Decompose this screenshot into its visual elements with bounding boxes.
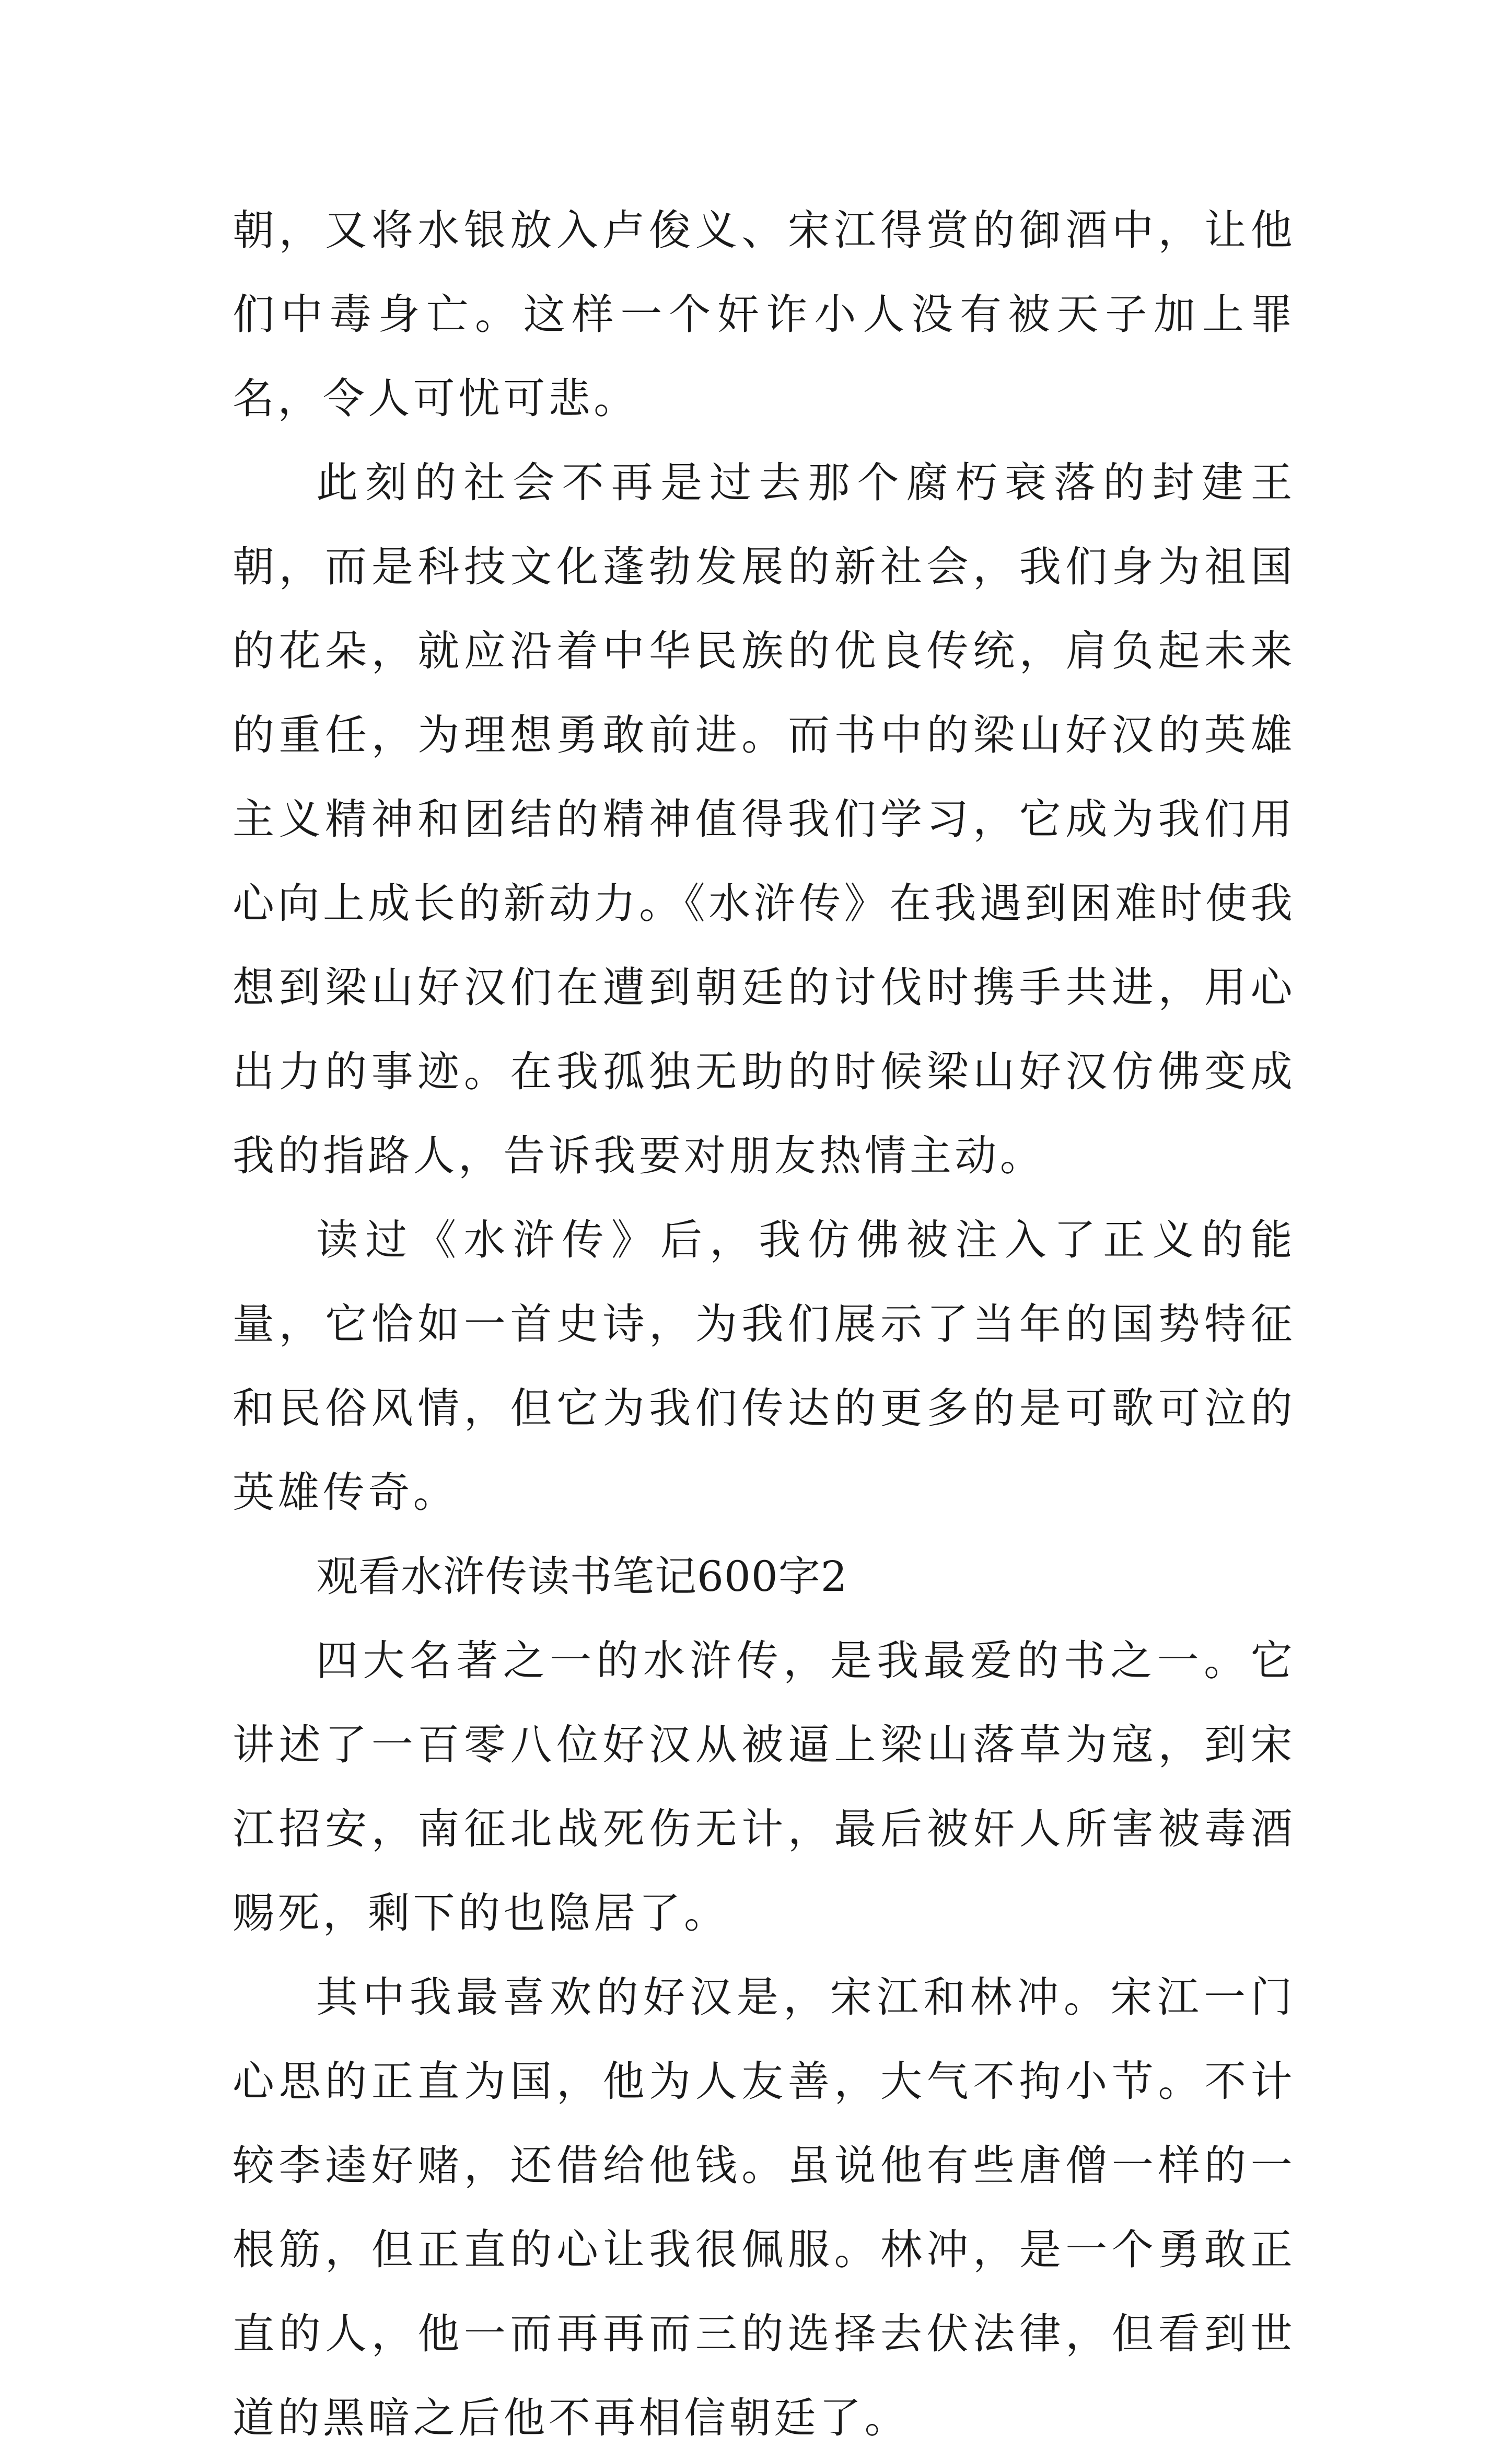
paragraph-after-reading: 读过《水浒传》后，我仿佛被注入了正义的能量，它恰如一首史诗，为我们展示了当年的国势特征和民俗风情，但它为我们传达的更多的是可歌可泣的英雄传奇。 [232, 1216, 1296, 1517]
paragraph-favorite-heroes: 其中我最喜欢的好汉是，宋江和林冲。宋江一门心思的正直为国，他为人友善，大气不拘小节。不计较李逵好赌，还借给他钱。虽说他有些唐僧一样的一根筋，但正直的心让我很佩服。林冲，是一个勇敢正直的人，他一而再再而三的选择去伏法律，但看到世道的黑暗之后他不再相信朝廷了。 [232, 1973, 1296, 2442]
section-heading: 观看水浒传读书笔记600字2 [316, 1552, 848, 1601]
paragraph-intro: 四大名著之一的水浒传，是我最爱的书之一。它讲述了一百零八位好汉从被逼上梁山落草为寇，到宋江招安，南征北战死伤无计，最后被奸人所害被毒酒赐死，剩下的也隐居了。 [232, 1636, 1296, 1937]
document-body [232, 188, 1296, 2460]
paragraph-society: 此刻的社会不再是过去那个腐朽衰落的封建王朝，而是科技文化蓬勃发展的新社会，我们身为祖国的花朵，就应沿着中华民族的优良传统，肩负起未来的重任，为理想勇敢前进。而书中的梁山好汉的英雄主义精神和团结的精神值得我们学习，它成为我们用心向上成长的新动力。《水浒传》在我遇到困难时使我想到梁山好汉们在遭到朝廷的讨伐时携手共进，用心出力的事迹。在我孤独无助的时候梁山好汉仿佛变成我的指路人，告诉我要对朋友热情主动。 [232, 458, 1296, 1180]
paragraph-continuation: 朝，又将水银放入卢俊义、宋江得赏的御酒中，让他们中毒身亡。这样一个奸诈小人没有被天子加上罪名，令人可忧可悲。 [232, 206, 1296, 423]
